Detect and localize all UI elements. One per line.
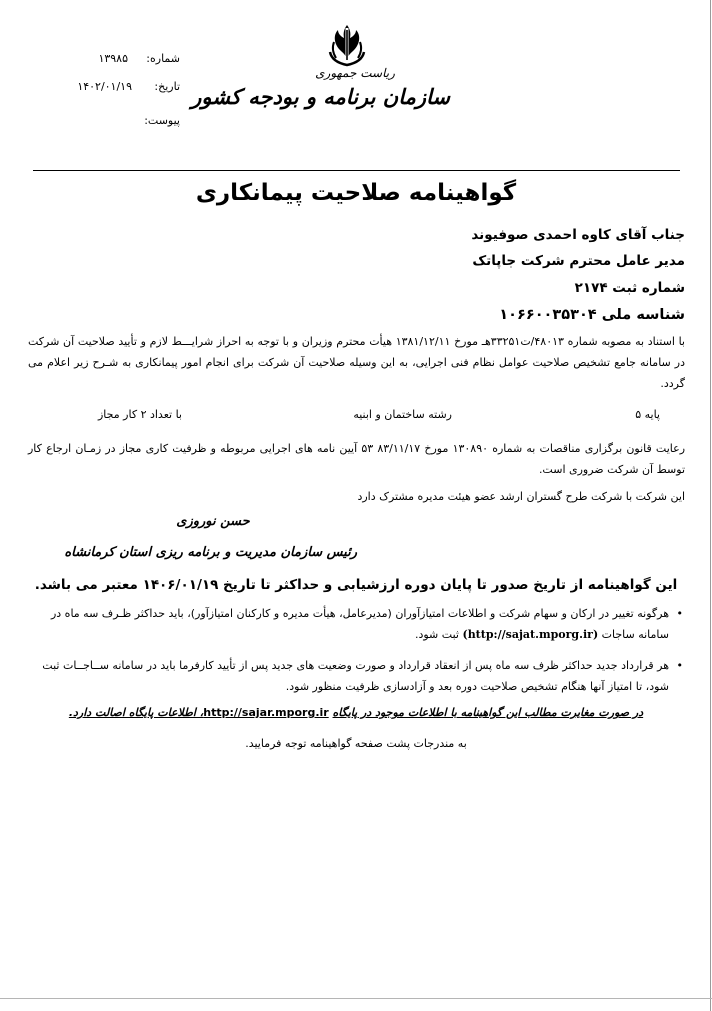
bullet-dot-icon: • — [676, 607, 683, 620]
attachment-label: پیوست: — [144, 114, 180, 127]
grade-jobs: با تعداد ۲ کار مجاز — [98, 408, 182, 421]
national-id: شناسه ملی ۱۰۶۶۰۰۳۵۳۰۴ — [499, 307, 685, 323]
certificate-title: گواهینامه صلاحیت پیمانکاری — [195, 180, 517, 206]
sajar-link[interactable]: http://sajar.mporg.ir — [203, 706, 329, 719]
signatory-title: رئیس سازمان مدیریت و برنامه ریزی استان کرمانشاه — [64, 545, 357, 560]
validity-statement: این گواهینامه از تاریخ صدور تا پایان دوره ارزشیابی و حداکثر تا تاریخ ۱۴۰۶/۰۱/۱۹ معتبر می باشد. — [34, 577, 678, 593]
signatory-name: حسن نوروزی — [176, 514, 250, 529]
number-label: شماره: — [146, 52, 180, 65]
org-subtitle: ریاست جمهوری — [315, 66, 395, 80]
iran-emblem-icon — [322, 22, 372, 68]
validity-warning — [0, 706, 712, 719]
shared-board-note: این شرکت با شرکت طرح گستران ارشد عضو هیئت مدیره مشترک دارد — [357, 490, 685, 503]
warning-tail: ، اطلاعات پایگاه اصالت دارد. — [68, 706, 204, 719]
warning-text: در صورت مغایرت مطالب این گواهینامه با اطلاعات موجود در پایگاه — [332, 706, 644, 719]
bullet-dot-icon: • — [676, 659, 683, 672]
sajat-link[interactable]: (http://sajat.mporg.ir) — [462, 628, 599, 641]
page-border-bottom — [0, 998, 712, 999]
page-border-right — [710, 0, 711, 1011]
compliance-paragraph: رعایت قانون برگزاری مناقصات به شماره ۱۳۰۸۹۰ مورخ ۸۳/۱۱/۱۷ ۵۳ آیین نامه های اجرایی مربوطه و ظرفیت کاری مجاز در زمـان ارجاع کار توسط آن شرکت ضروری است. — [28, 442, 686, 476]
bullet-text: هر قرارداد جدید حداکثر ظرف سه ماه پس از انعقاد قرارداد و صورت وضعیت های جدید پس از تأیید کارفرما باید در سامانه ســاجــات ثبت شود، تا امتیاز آنها هنگام تشخیص صلاحیت دوره بعد و آزادسازی ظرفیت منظور شود. — [42, 659, 669, 693]
registration-number: شماره ثبت ۲۱۷۴ — [574, 280, 685, 296]
date-label: تاریخ: — [154, 80, 180, 93]
addressee-name: جناب آقای کاوه احمدی صوفیوند — [471, 227, 685, 243]
bullet-tail: ثبت شود. — [414, 628, 459, 641]
grade-base: پایه ۵ — [635, 408, 660, 421]
date-value: ۱۴۰۲/۰۱/۱۹ — [77, 80, 132, 93]
back-page-note: به مندرجات پشت صفحه گواهینامه توجه فرمایید. — [245, 737, 467, 750]
list-item — [28, 603, 685, 645]
bullet-text: هرگونه تغییر در ارکان و سهام شرکت و اطلاعات امتیازآوران (مدیرعامل، هیأت مدیره و کارکنان امتیازآور)، باید حداکثر ظـرف سه ماه در سامانه ساجات — [50, 607, 669, 641]
number-value: ۱۳۹۸۵ — [98, 52, 128, 65]
list-item — [28, 655, 685, 697]
org-name: سازمان برنامه و بودجه کشور — [191, 84, 450, 109]
letter-meta — [77, 52, 180, 132]
addressee-position: مدیر عامل محترم شرکت جاپاتک — [472, 253, 685, 269]
grade-field: رشته ساختمان و ابنیه — [353, 408, 452, 421]
body-paragraph: با استناد به مصوبه شماره ۴۸۰۱۳/ت۳۳۲۵۱هـ مورخ ۱۳۸۱/۱۲/۱۱ هیأت محترم وزیران و با توجه به احراز شرایـــط لازم و تأیید صلاحیت آن شرکت در سامانه جامع تشخیص صلاحیت عوامل نظام فنی اجرایی، به این وسیله صلاحیت آن شرکت برای انجام امور پیمانکاری به شـرح زیر اعلام می گردد. — [28, 335, 685, 390]
header-divider — [33, 170, 680, 171]
